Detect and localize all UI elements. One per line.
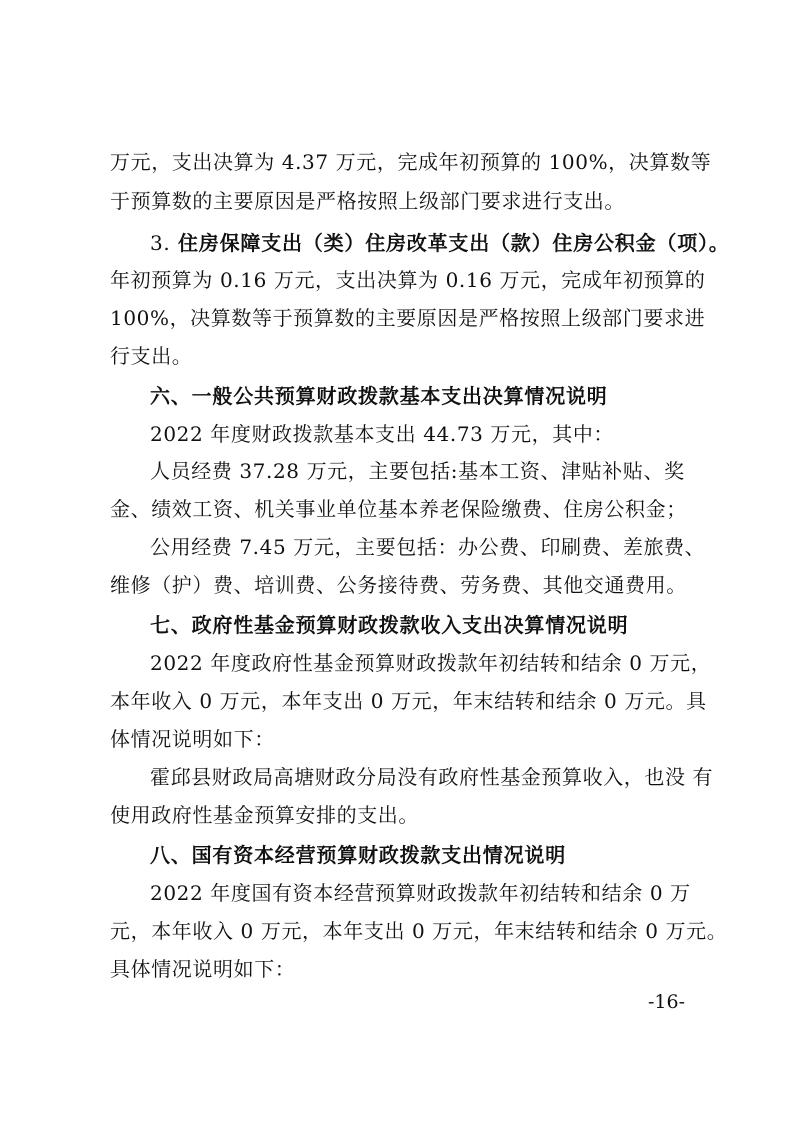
paragraph-line: 霍邱县财政局高塘财政分局没有政府性基金预算收入，也没 有 [150,765,714,789]
paragraph-line: 2022 年度国有资本经营预算财政拨款年初结转和结余 0 万 [150,881,691,905]
paragraph-line: 行支出。 [110,344,193,368]
paragraph-line: 本年收入 0 万元，本年支出 0 万元，年末结转和结余 0 万元。具 [110,689,707,713]
paragraph-line: 公用经费 7.45 万元，主要包括：办公费、印刷费、差旅费、 [150,535,706,559]
paragraph-line: 100%，决算数等于预算数的主要原因是严格按照上级部门要求进 [110,306,706,330]
paragraph-line: 维修（护）费、培训费、公务接待费、劳务费、其他交通费用。 [110,573,687,597]
paragraph-line: 金、绩效工资、机关事业单位基本养老保险缴费、住房公积金； [110,497,687,521]
section-heading: 六、一般公共预算财政拨款基本支出决算情况说明 [150,384,608,408]
section-heading: 八、国有资本经营预算财政拨款支出情况说明 [150,843,566,867]
paragraph-line: 体情况说明如下： [110,727,275,751]
section-heading: 七、政府性基金预算财政拨款收入支出决算情况说明 [150,613,629,637]
paragraph-line: 2022 年度政府性基金预算财政拨款年初结转和结余 0 万元， [150,651,712,675]
paragraph-line: 元，本年收入 0 万元，本年支出 0 万元，年末结转和结余 0 万元。 [110,919,728,943]
paragraph-line: 2022 年度财政拨款基本支出 44.73 万元，其中： [150,422,615,446]
paragraph-line: 使用政府性基金预算安排的支出。 [110,803,419,827]
paragraph-line: 年初预算为 0.16 万元，支出决算为 0.16 万元，完成年初预算的 [110,268,706,292]
paragraph-line: 具体情况说明如下： [110,957,296,981]
paragraph-line: 人员经费 37.28 万元，主要包括:基本工资、津贴补贴、奖 [150,459,685,483]
paragraph-line: 于预算数的主要原因是严格按照上级部门要求进行支出。 [110,189,625,213]
paragraph-line: 万元，支出决算为 4.37 万元，完成年初预算的 100%，决算数等 [110,150,712,174]
page-number: -16- [648,991,686,1013]
list-number: 3. [150,231,171,255]
subheading: 住房保障支出（类）住房改革支出（款）住房公积金（项）。 [178,231,730,255]
